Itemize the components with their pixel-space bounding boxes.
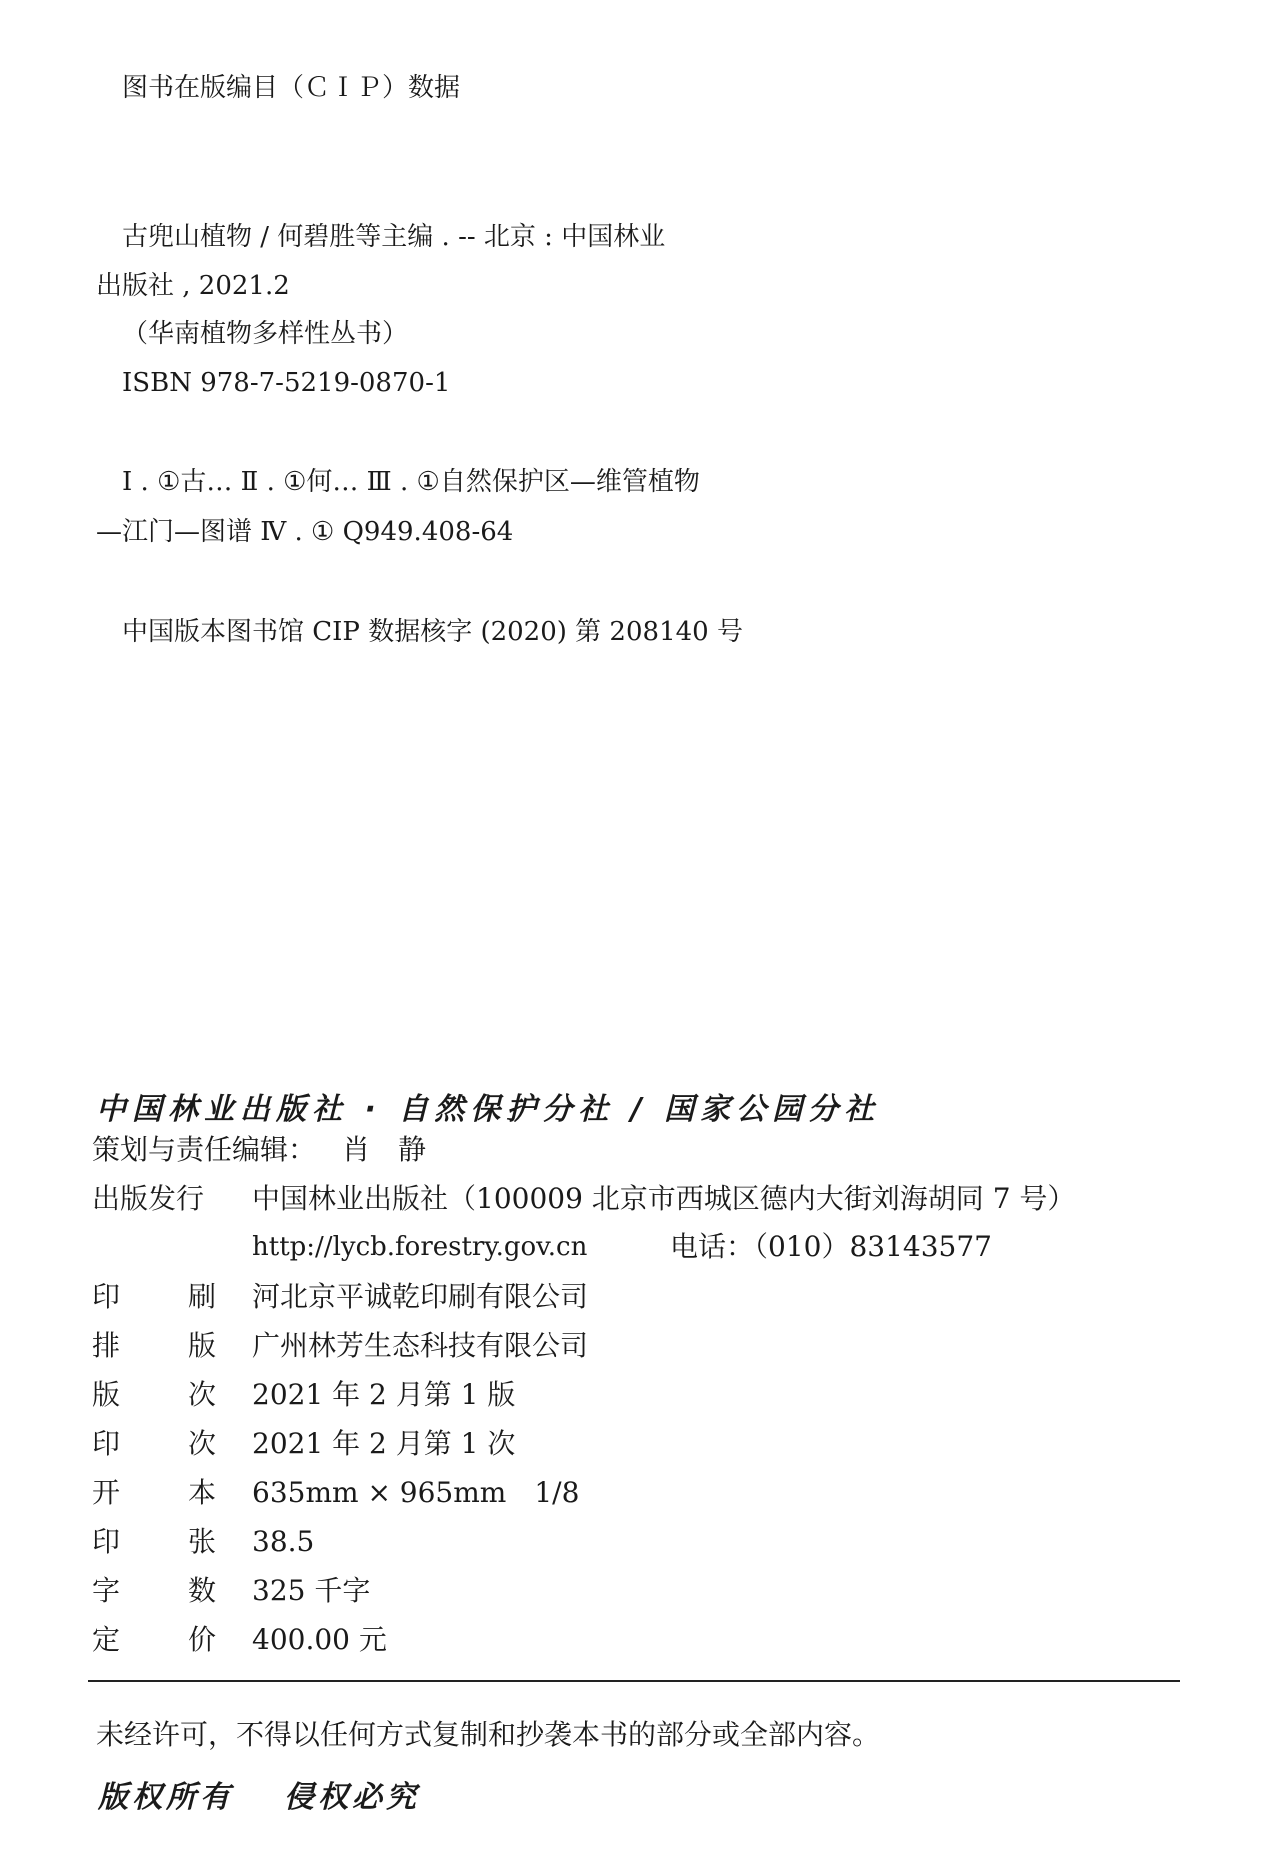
detail-value: 2021 年 2 月第 1 次 [252,1427,516,1460]
cip-line-classification-cont: —江门—图谱 Ⅳ . ① Q949.408-64 [96,517,514,547]
detail-label-char: 版 [187,1329,216,1362]
section-divider [88,1680,1180,1682]
detail-label [92,1525,216,1559]
detail-label-char: 排 [92,1329,121,1362]
detail-value: 635mm × 965mm 1/8 [252,1476,580,1509]
cip-line-isbn: ISBN 978-7-5219-0870-1 [122,368,451,398]
detail-label-char: 刷 [187,1280,216,1313]
detail-label-char: 字 [92,1574,121,1607]
website-url: http://lycb.forestry.gov.cn [252,1232,588,1262]
cip-line-title: 古兜山植物 / 何碧胜等主编 . -- 北京 : 中国林业 [122,222,666,252]
distribution-value: 中国林业出版社（100009 北京市西城区德内大街刘海胡同 7 号） [252,1182,1076,1215]
detail-label-char: 次 [187,1378,216,1411]
rights-reserved: 版权所有 [98,1780,234,1815]
detail-label-char: 开 [92,1476,121,1509]
detail-label-char: 印 [92,1525,121,1558]
rights-statement [98,1772,420,1816]
detail-label-char: 价 [187,1623,216,1656]
detail-label-char: 张 [187,1525,216,1558]
detail-label-char: 定 [92,1623,121,1656]
detail-label-char: 印 [92,1427,121,1460]
detail-value: 河北京平诚乾印刷有限公司 [252,1280,589,1313]
detail-label [92,1427,216,1461]
detail-value: 325 千字 [252,1574,371,1607]
detail-label-char: 本 [187,1476,216,1509]
detail-value: 38.5 [252,1525,315,1558]
editor-name: 肖 静 [342,1133,427,1166]
detail-label-char: 印 [92,1280,121,1313]
cip-line-classification: Ⅰ . ①古… Ⅱ . ①何… Ⅲ . ①自然保护区—维管植物 [122,467,700,497]
cip-line-publisher: 出版社 , 2021.2 [96,271,290,301]
detail-label [92,1623,216,1657]
detail-label-char: 数 [187,1574,216,1607]
cip-line-record: 中国版本图书馆 CIP 数据核字 (2020) 第 208140 号 [122,617,743,647]
detail-label [92,1329,216,1363]
detail-value: 2021 年 2 月第 1 版 [252,1378,516,1411]
distribution-label: 出版发行 [92,1182,205,1215]
cip-line-series: （华南植物多样性丛书） [122,319,409,349]
detail-label [92,1574,216,1608]
detail-label-char: 次 [187,1427,216,1460]
detail-label-char: 版 [92,1378,121,1411]
detail-value: 400.00 元 [252,1623,387,1656]
detail-label [92,1378,216,1412]
copyright-notice: 未经许可，不得以任何方式复制和抄袭本书的部分或全部内容。 [96,1718,881,1751]
detail-label [92,1476,216,1510]
editor-label: 策划与责任编辑： [92,1133,317,1166]
infringement-warning: 侵权必究 [284,1780,420,1815]
detail-label [92,1280,216,1314]
publisher-heading: 中国林业出版社 · 自然保护分社 / 国家公园分社 [96,1092,881,1127]
phone-number: 电话：（010）83143577 [670,1230,992,1263]
cip-heading: 图书在版编目（ＣＩＰ）数据 [122,73,461,103]
detail-value: 广州林芳生态科技有限公司 [252,1329,589,1362]
